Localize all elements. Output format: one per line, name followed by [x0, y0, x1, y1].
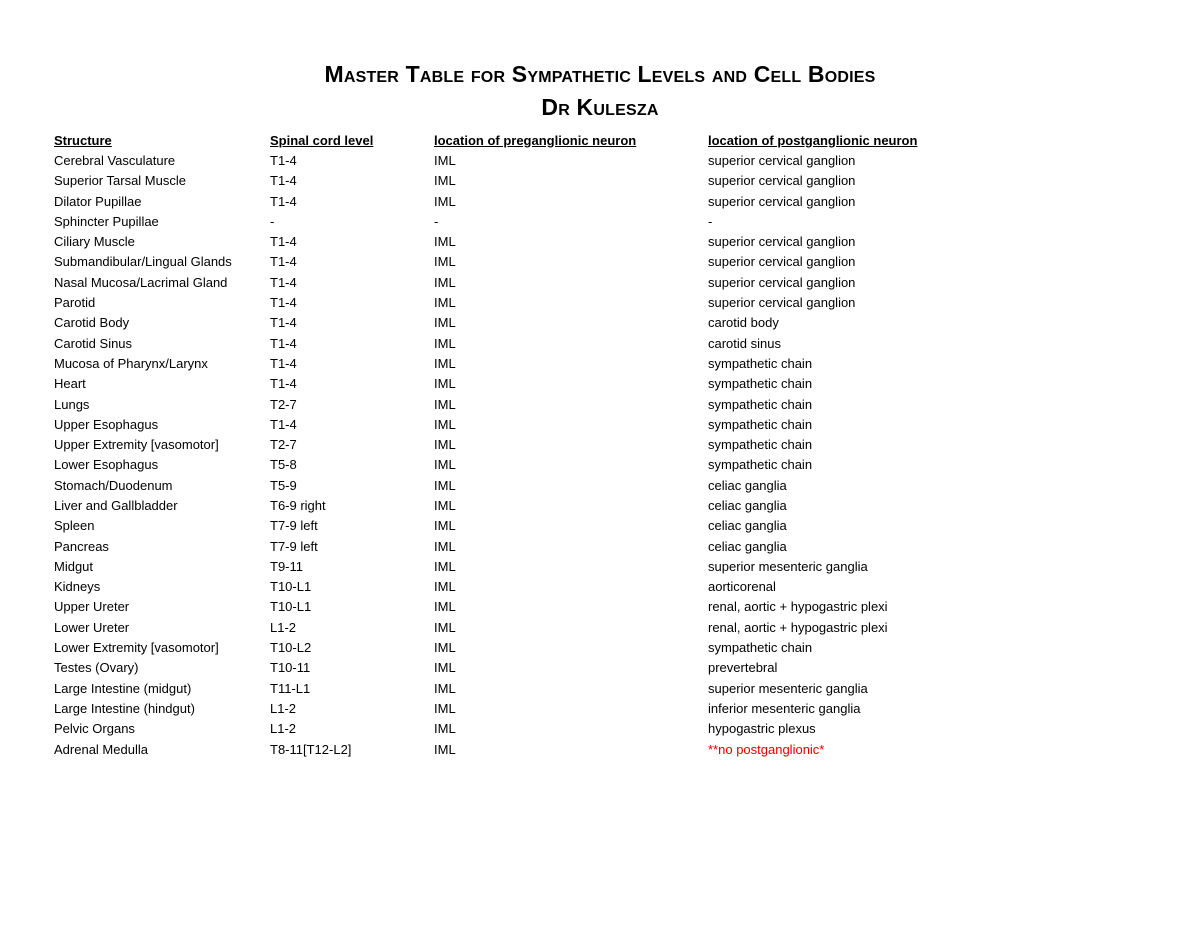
cell-postganglionic: celiac ganglia: [708, 518, 787, 534]
cell-structure: Ciliary Muscle: [54, 234, 135, 250]
cell-preganglionic: IML: [434, 335, 456, 351]
cell-structure: Midgut: [54, 558, 94, 574]
cell-structure: Large Intestine (hindgut): [54, 700, 195, 716]
table-row: [54, 719, 1154, 739]
cell-structure: Submandibular/Lingual Glands: [54, 254, 232, 270]
cell-spinal-level: T7-9 left: [270, 538, 318, 554]
cell-spinal-level: L1-2: [270, 721, 297, 737]
cell-spinal-level: T8-11[T12-L2]: [270, 741, 352, 757]
cell-structure: Pelvic Organs: [54, 721, 135, 737]
table-row: [54, 414, 1154, 434]
cell-structure: Kidneys: [54, 579, 101, 595]
cell-postganglionic: sympathetic chain: [708, 457, 813, 473]
cell-structure: Lower Extremity [vasomotor]: [54, 640, 219, 656]
cell-postganglionic: renal, aortic + hypogastric plexi: [708, 599, 888, 615]
table-row: [54, 333, 1154, 353]
cell-postganglionic: prevertebral: [708, 660, 778, 676]
table-row: [54, 617, 1154, 637]
table-row: [54, 678, 1154, 698]
cell-postganglionic: -: [708, 213, 713, 229]
cell-preganglionic: IML: [434, 579, 456, 595]
cell-structure: Upper Ureter: [54, 599, 130, 615]
title-block: [0, 58, 1200, 124]
cell-structure: Large Intestine (midgut): [54, 680, 192, 696]
cell-postganglionic: superior cervical ganglion: [708, 274, 856, 290]
cell-structure: Lower Ureter: [54, 619, 130, 635]
cell-structure: Parotid: [54, 295, 96, 311]
cell-postganglionic: inferior mesenteric ganglia: [708, 700, 861, 716]
cell-spinal-level: T5-9: [270, 477, 297, 493]
cell-postganglionic: hypogastric plexus: [708, 721, 816, 737]
cell-preganglionic: IML: [434, 700, 456, 716]
cell-spinal-level: T2-7: [270, 437, 297, 453]
cell-structure: Mucosa of Pharynx/Larynx: [54, 355, 208, 371]
cell-preganglionic: IML: [434, 497, 456, 513]
table-row: [54, 637, 1154, 657]
document-title: Master Table for Sympathetic Levels and Cell Bodies: [324, 61, 876, 87]
cell-postganglionic: sympathetic chain: [708, 437, 813, 453]
cell-spinal-level: T1-4: [270, 335, 297, 351]
table-row: [54, 252, 1154, 272]
cell-postganglionic: **no postganglionic*: [708, 741, 825, 757]
cell-structure: Upper Extremity [vasomotor]: [54, 437, 219, 453]
table-row: [54, 150, 1154, 170]
cell-spinal-level: T10-11: [270, 660, 311, 676]
table-row: [54, 455, 1154, 475]
cell-structure: Carotid Body: [54, 315, 130, 331]
cell-spinal-level: T9-11: [270, 558, 303, 574]
table-row: [54, 475, 1154, 495]
cell-structure: Upper Esophagus: [54, 416, 159, 432]
cell-postganglionic: superior cervical ganglion: [708, 152, 856, 168]
cell-spinal-level: T6-9 right: [270, 497, 326, 513]
cell-preganglionic: IML: [434, 315, 456, 331]
cell-structure: Pancreas: [54, 538, 109, 554]
cell-postganglionic: celiac ganglia: [708, 497, 787, 513]
cell-preganglionic: IML: [434, 396, 456, 412]
table-row: [54, 313, 1154, 333]
cell-postganglionic: superior mesenteric ganglia: [708, 680, 868, 696]
table-row: [54, 272, 1154, 292]
sympathetic-levels-table: [54, 130, 1154, 759]
cell-postganglionic: superior cervical ganglion: [708, 173, 856, 189]
cell-structure: Adrenal Medulla: [54, 741, 148, 757]
table-row: [54, 374, 1154, 394]
cell-spinal-level: T1-4: [270, 295, 297, 311]
cell-preganglionic: IML: [434, 680, 456, 696]
table-header-row: [54, 130, 1154, 150]
table-row: [54, 597, 1154, 617]
cell-spinal-level: T10-L1: [270, 599, 312, 615]
table-body: [54, 150, 1154, 759]
table-row: [54, 739, 1154, 759]
cell-spinal-level: T10-L1: [270, 579, 312, 595]
cell-preganglionic: IML: [434, 254, 456, 270]
cell-postganglionic: superior cervical ganglion: [708, 234, 856, 250]
cell-preganglionic: IML: [434, 741, 456, 757]
cell-spinal-level: L1-2: [270, 700, 297, 716]
cell-preganglionic: IML: [434, 274, 456, 290]
cell-preganglionic: IML: [434, 477, 456, 493]
cell-structure: Heart: [54, 376, 86, 392]
table-row: [54, 698, 1154, 718]
cell-structure: Testes (Ovary): [54, 660, 139, 676]
cell-preganglionic: IML: [434, 457, 456, 473]
cell-preganglionic: IML: [434, 640, 456, 656]
cell-postganglionic: sympathetic chain: [708, 416, 813, 432]
table-row: [54, 556, 1154, 576]
cell-preganglionic: IML: [434, 376, 456, 392]
cell-postganglionic: sympathetic chain: [708, 376, 813, 392]
cell-postganglionic: carotid body: [708, 315, 779, 331]
cell-spinal-level: T1-4: [270, 234, 297, 250]
table-row: [54, 394, 1154, 414]
cell-postganglionic: superior cervical ganglion: [708, 295, 856, 311]
cell-preganglionic: IML: [434, 173, 456, 189]
cell-spinal-level: T2-7: [270, 396, 297, 412]
cell-postganglionic: superior cervical ganglion: [708, 254, 856, 270]
cell-preganglionic: IML: [434, 193, 456, 209]
cell-spinal-level: T1-4: [270, 254, 297, 270]
cell-spinal-level: T5-8: [270, 457, 297, 473]
header-postganglionic: location of postganglionic neuron: [708, 132, 918, 148]
cell-spinal-level: T1-4: [270, 173, 297, 189]
cell-spinal-level: T1-4: [270, 274, 297, 290]
cell-postganglionic: superior cervical ganglion: [708, 193, 856, 209]
cell-structure: Lower Esophagus: [54, 457, 159, 473]
cell-structure: Sphincter Pupillae: [54, 213, 159, 229]
table-row: [54, 658, 1154, 678]
cell-postganglionic: carotid sinus: [708, 335, 781, 351]
cell-structure: Superior Tarsal Muscle: [54, 173, 186, 189]
cell-spinal-level: T7-9 left: [270, 518, 318, 534]
cell-preganglionic: IML: [434, 437, 456, 453]
cell-preganglionic: IML: [434, 518, 456, 534]
cell-postganglionic: renal, aortic + hypogastric plexi: [708, 619, 888, 635]
table-row: [54, 577, 1154, 597]
cell-preganglionic: IML: [434, 721, 456, 737]
cell-spinal-level: T1-4: [270, 416, 297, 432]
cell-spinal-level: T10-L2: [270, 640, 312, 656]
cell-spinal-level: T1-4: [270, 376, 297, 392]
table-row: [54, 495, 1154, 515]
table-row: [54, 536, 1154, 556]
cell-postganglionic: superior mesenteric ganglia: [708, 558, 868, 574]
cell-spinal-level: T1-4: [270, 355, 297, 371]
table-row: [54, 292, 1154, 312]
cell-spinal-level: -: [270, 213, 275, 229]
cell-preganglionic: IML: [434, 538, 456, 554]
table-row: [54, 211, 1154, 231]
cell-preganglionic: IML: [434, 295, 456, 311]
table-row: [54, 191, 1154, 211]
table-row: [54, 434, 1154, 454]
table-row: [54, 171, 1154, 191]
cell-structure: Carotid Sinus: [54, 335, 133, 351]
cell-preganglionic: IML: [434, 355, 456, 371]
cell-postganglionic: aorticorenal: [708, 579, 776, 595]
cell-preganglionic: IML: [434, 558, 456, 574]
header-spinal-level: Spinal cord level: [270, 132, 374, 148]
cell-preganglionic: IML: [434, 416, 456, 432]
cell-spinal-level: T11-L1: [270, 680, 311, 696]
cell-spinal-level: T1-4: [270, 152, 297, 168]
cell-preganglionic: IML: [434, 660, 456, 676]
cell-preganglionic: IML: [434, 234, 456, 250]
cell-preganglionic: IML: [434, 619, 456, 635]
cell-preganglionic: IML: [434, 152, 456, 168]
cell-structure: Stomach/Duodenum: [54, 477, 173, 493]
cell-structure: Dilator Pupillae: [54, 193, 142, 209]
cell-structure: Liver and Gallbladder: [54, 497, 178, 513]
cell-structure: Spleen: [54, 518, 95, 534]
header-preganglionic: location of preganglionic neuron: [434, 132, 637, 148]
table-row: [54, 516, 1154, 536]
cell-spinal-level: T1-4: [270, 315, 297, 331]
cell-spinal-level: L1-2: [270, 619, 297, 635]
cell-postganglionic: celiac ganglia: [708, 477, 787, 493]
cell-preganglionic: IML: [434, 599, 456, 615]
header-structure: Structure: [54, 132, 112, 148]
cell-structure: Cerebral Vasculature: [54, 152, 176, 168]
cell-postganglionic: celiac ganglia: [708, 538, 787, 554]
cell-structure: Nasal Mucosa/Lacrimal Gland: [54, 274, 228, 290]
cell-postganglionic: sympathetic chain: [708, 355, 813, 371]
cell-postganglionic: sympathetic chain: [708, 396, 813, 412]
table-row: [54, 231, 1154, 251]
cell-preganglionic: -: [434, 213, 439, 229]
document-author: Dr Kulesza: [541, 94, 659, 120]
cell-structure: Lungs: [54, 396, 90, 412]
cell-spinal-level: T1-4: [270, 193, 297, 209]
table-row: [54, 353, 1154, 373]
cell-postganglionic: sympathetic chain: [708, 640, 813, 656]
